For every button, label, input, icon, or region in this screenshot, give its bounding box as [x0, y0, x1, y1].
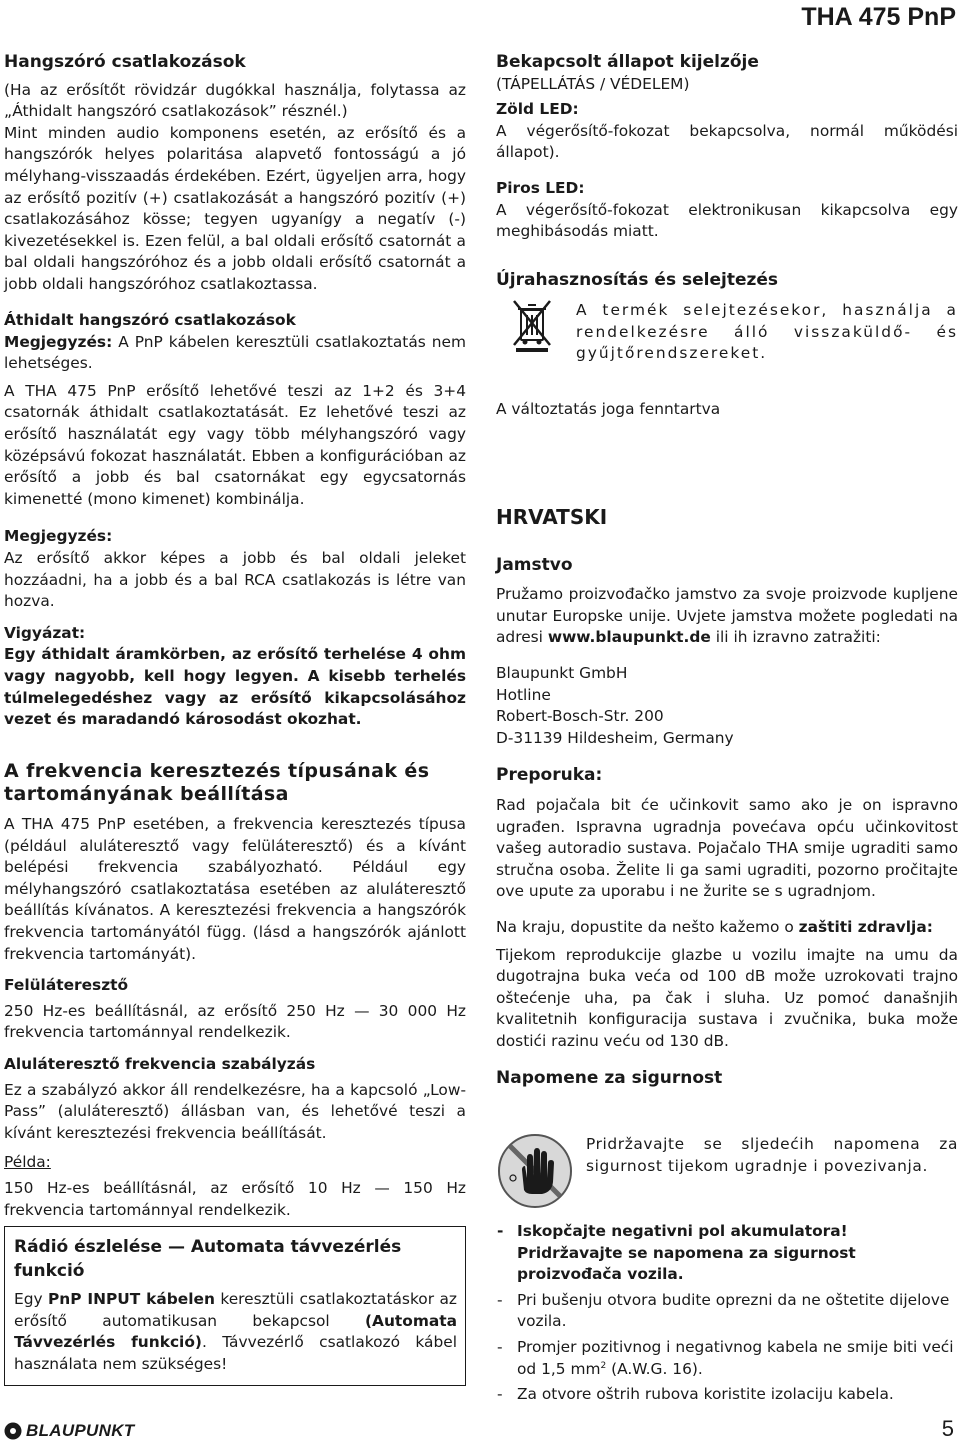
crossover-title: A frekvencia keresztezés típusának és tartományának beállítása [4, 760, 430, 805]
recycling-section [496, 270, 958, 292]
recommendation-title: Preporuka: [496, 765, 603, 786]
safety-item-2-text: Pri bušenju otvora budite oprezni da ne oštetite dijelove vozila. [517, 1290, 950, 1331]
power-indicator-title: Bekapcsolt állapot kijelzője [496, 52, 759, 72]
example-text: 150 Hz-es beállításnál, az erősítő 10 Hz — 150 Hz frekvencia tartománnyal rendelkezik. [4, 1178, 466, 1219]
safety-item-2 [496, 1290, 958, 1333]
recycling-text: A termék selejtezésekor, használja a rendelkezésre álló visszaküldő- és gyűjtőrendszereket. [576, 301, 958, 363]
bridged-description: A THA 475 PnP erősítő lehetővé teszi az 1+2 és 3+4 csatornák áthidalt csatlakoztatását. Ez lehetővé teszi az erősítő használatát egy vagy több mélyhangszóró vagy középsávú fokozat használatát. Ebben a konfigurációban az erősítő a jobb és bal csatornákat egy egycsatornás kimenetté (mono kimenet) kombinálja. [4, 381, 466, 508]
safety-intro-block [586, 1134, 958, 1177]
speaker-connections-section [4, 52, 466, 296]
red-led-text: A végerősítő-fokozat elektronikusan kikapcsolva egy meghibásodás miatt. [496, 200, 958, 241]
blaupunkt-dot-logo [4, 1422, 22, 1440]
green-led-label: Zöld LED: [496, 100, 579, 119]
warranty-title: Jamstvo [496, 554, 573, 575]
radio-text-bold2: (Automata Távvezérlés funkció) [14, 1311, 457, 1352]
health-text: Tijekom reprodukcije glazbe u vozilu imajte na umu da dugotrajna buka veća od 100 dB može uzrokovati trajno oštećenje uha, pa čak i sluha. Uz pomoć današnjih kvalitetnih konfiguracija sustava i zvučnika, buka može dostići razinu veću od 130 dB. [496, 945, 958, 1050]
red-led-label: Piros LED: [496, 178, 585, 197]
health-intro-bold: zaštiti zdravlja: [798, 917, 933, 936]
address-line-1: Blaupunkt GmbH [496, 663, 628, 682]
recycling-title: Újrahasznosítás és selejtezés [496, 270, 779, 290]
lowpass-title: Aluláteresztő frekvencia szabályzás [4, 1054, 316, 1073]
model-header: THA 475 PnP [801, 3, 956, 31]
safety-title: Napomene za sigurnost [496, 1068, 723, 1089]
company-address [496, 663, 958, 749]
speaker-connections-polarity: Mint minden audio komponens esetén, az erősítő és a hangszórók helyes polaritása alapvető fontosságú a jó mélyhang-visszaadás érdekében. Ezért, ügyeljen arra, hogy az erősítő pozitív (+) csatlakozását a hangszóró pozitív (+) csatlakozásához kösse; tegyen ugyanígy a negatív (-) kivezetésekkel is. Ezen felül, a bal oldali erősítő csatornát a bal oldali hangszóróhoz és a jobb oldali erősítő csatornát a jobb oldali hangszóróhoz csatlakoztassa. [4, 123, 466, 293]
rights-reserved-text: A változtatás joga fenntartva [496, 400, 721, 418]
example-label: Példa: [4, 1153, 51, 1172]
bridged-note2-text: Az erősítő akkor képes a jobb és bal oldali jeleket hozzáadni, ha a jobb és a bal RCA csatlakozás is létre van hozva. [4, 548, 466, 611]
bridged-warning-part1: Egy áthidalt áramkörben, az erősítő terhelése 4 ohm vagy nagyobb, kell hogy legyen. [4, 645, 466, 685]
bridged-note [4, 332, 466, 375]
speaker-connections-intro: (Ha az erősítőt rövidzár dugókkal használja, folytassa az „Áthidalt hangszóró csatlakozások” résznél.) [4, 80, 466, 121]
page-number: 5 [941, 1416, 954, 1441]
safety-item-4-text: Za otvore oštrih rubova koristite izolaciju kabela. [517, 1385, 894, 1404]
croatian-section [496, 507, 958, 1090]
warranty-text-part1: Pružamo proizvođačko jamstvo za svoje proizvode kupljene unutar Europske unije. Uvjete jamstva možete pogledati na adresi [496, 585, 958, 647]
highpass-title: Felüláteresztő [4, 976, 129, 995]
stop-hand-icon [496, 1132, 574, 1210]
address-line-2: Hotline [496, 685, 551, 704]
bridged-note2-label: Megjegyzés: [4, 527, 113, 546]
safety-item-3-awg: (A.W.G. 16). [606, 1359, 703, 1378]
safety-list [496, 1221, 958, 1406]
bridged-warning-label: Vigyázat: [4, 623, 86, 642]
warranty-text [496, 584, 958, 649]
bridged-warning-part2: A kisebb terhelés túlmelegedéshez vagy az erősítő kikapcsolásához vezet és maradandó károsodást okozhat. [4, 666, 466, 729]
address-line-3: Robert-Bosch-Str. 200 [496, 707, 664, 726]
radio-text-part1: Egy [14, 1290, 49, 1308]
safety-item-3 [496, 1337, 958, 1380]
safety-item-1 [496, 1221, 958, 1286]
lowpass-text: Ez a szabályzó akkor áll rendelkezésre, ha a kapcsoló „Low-Pass” (aluláteresztő) állásban van, és lehetővé teszi a kívánt keresztezési frekvencia beállítását. [4, 1080, 466, 1142]
bridged-title: Áthidalt hangszóró csatlakozások [4, 311, 296, 329]
safety-intro-text: Pridržavajte se sljedećih napomena za sigurnost tijekom ugradnje i povezivanja. [586, 1135, 958, 1175]
address-line-4: D-31139 Hildesheim, Germany [496, 728, 734, 747]
superscript-2: 2 [600, 1360, 607, 1371]
bridged-note-text: A PnP kábelen keresztüli csatlakoztatás nem lehetséges. [4, 332, 466, 373]
radio-text-part3: . Távvezérlő csatlakozó kábel használata nem szükséges! [14, 1333, 457, 1373]
power-indicator-subtitle: (TÁPELLÁTÁS / VÉDELEM) [496, 74, 690, 93]
dash-marker: - [497, 1290, 503, 1309]
bridged-note-label: Megjegyzés: [4, 332, 113, 351]
radio-detection-text [14, 1289, 457, 1375]
dash-marker: - [497, 1222, 504, 1240]
dash-marker: - [497, 1385, 503, 1404]
health-intro-text: Na kraju, dopustite da nešto kažemo o [496, 917, 799, 936]
rights-reserved [496, 399, 958, 421]
safety-item-3-text: Promjer pozitivnog i negativnog kabela ne smije biti veći od 1,5 mm [517, 1337, 954, 1378]
bridged-section [4, 310, 466, 731]
radio-detection-box [4, 1226, 466, 1386]
power-indicator-section [496, 52, 958, 243]
radio-text-part2: keresztüli csatlakoztatáskor az erősítő automatikusan bekapcsol [14, 1290, 457, 1330]
warranty-url-link[interactable]: www.blaupunkt.de [547, 628, 711, 647]
blaupunkt-logo [4, 1420, 134, 1442]
speaker-connections-title: Hangszóró csatlakozások [4, 52, 246, 72]
recommendation-text: Rad pojačala bit će učinkovit samo ako je on ispravno ugrađen. Ispravna ugradnja povećava opću učinkovitost vašeg autoradio sustava. Pojačalo THA smije ugraditi samo stručna osoba. Želite li ga sami ugraditi, pozorno pročitajte ove upute za uporabu i ne žurite se s ugradnjom. [496, 795, 958, 901]
highpass-text: 250 Hz-es beállításnál, az erősítő 250 Hz — 30 000 Hz frekvencia tartománnyal rendelkezik. [4, 1001, 466, 1042]
bridged-warning-text [4, 644, 466, 730]
crossover-section [4, 760, 466, 1221]
dash-marker: - [497, 1337, 503, 1356]
radio-text-bold1: PnP INPUT kábelen [48, 1290, 215, 1308]
health-intro [496, 917, 958, 939]
language-heading: HRVATSKI [496, 505, 608, 529]
recycling-text-block [576, 300, 958, 365]
safety-item-4 [496, 1384, 958, 1406]
warranty-text-part2: ili ih izravno zatražiti: [710, 628, 881, 647]
radio-detection-title: Rádió észlelése — Automata távvezérlés funkció [14, 1237, 402, 1281]
safety-list-block [496, 1221, 958, 1410]
brand-wordmark: BLAUPUNKT [26, 1421, 135, 1441]
green-led-text: A végerősítő-fokozat bekapcsolva, normál működési állapot). [496, 121, 958, 162]
safety-item-1-text: Iskopčajte negativni pol akumulatora! Pridržavajte se napomena za sigurnost proizvođača vozila. [517, 1222, 856, 1284]
crossed-out-bin-icon [510, 298, 554, 354]
crossover-description: A THA 475 PnP esetében, a frekvencia keresztezés típusa (például aluláteresztő vagy felüláteresztő) és a kívánt belépési frekvencia szabályozható. Például egy mélyhangszóró csatlakoztatása esetében az aluláteresztő beállítás kívánatos. A keresztezési frekvencia a hangszórók frekvencia tartományától függ. (lásd a hangszórók ajánlott frekvencia tartományát). [4, 815, 466, 963]
